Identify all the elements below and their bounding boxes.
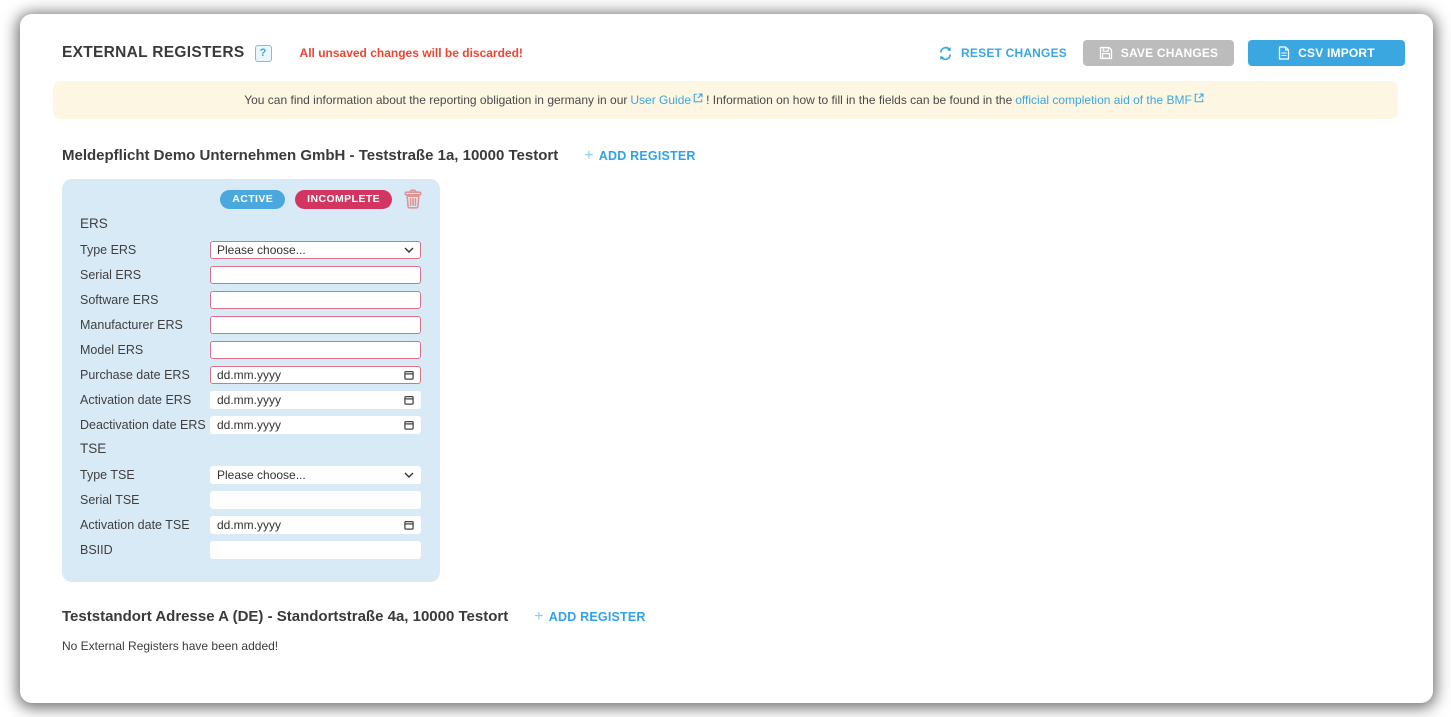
- csv-import-button[interactable]: [1248, 40, 1405, 66]
- purchase-date-ers-label: Purchase date ERS: [80, 368, 190, 382]
- help-icon[interactable]: [255, 45, 272, 62]
- help-glyph: ?: [259, 47, 267, 59]
- type-ers-selected-value: Please choose...: [217, 243, 306, 257]
- calendar-icon: [404, 395, 414, 405]
- serial-ers-label: Serial ERS: [80, 268, 142, 282]
- field-row: [80, 516, 422, 534]
- company-heading: Meldepflicht Demo Unternehmen GmbH - Teststraße 1a, 10000 Testort: [62, 147, 559, 164]
- no-registers-message: No External Registers have been added!: [62, 639, 279, 653]
- ers-group-heading: ERS: [80, 216, 108, 231]
- deactivation-date-ers-label: Deactivation date ERS: [80, 418, 206, 432]
- info-banner: [53, 81, 1398, 119]
- company-section-header: [62, 147, 1433, 164]
- bmf-completion-aid-link[interactable]: [1015, 93, 1204, 107]
- type-ers-label: Type ERS: [80, 243, 137, 257]
- field-row: [80, 241, 422, 259]
- type-tse-select[interactable]: [210, 466, 421, 484]
- field-row: [80, 541, 422, 559]
- purchase-date-ers-input[interactable]: [210, 366, 421, 384]
- activation-date-tse-input[interactable]: [210, 516, 421, 534]
- unsaved-changes-warning: All unsaved changes will be discarded!: [299, 46, 523, 60]
- plus-icon: +: [584, 146, 594, 164]
- register-card: [62, 179, 440, 582]
- field-row: [80, 491, 422, 509]
- page-title: EXTERNAL REGISTERS: [62, 44, 245, 61]
- calendar-icon: [404, 370, 414, 380]
- external-link-icon: [1194, 93, 1204, 103]
- add-register-label: ADD REGISTER: [548, 609, 646, 624]
- field-row: [80, 416, 422, 434]
- reset-changes-button[interactable]: [938, 46, 1067, 61]
- field-row: [80, 291, 422, 309]
- user-guide-link-label: User Guide: [630, 93, 692, 107]
- save-changes-button[interactable]: [1083, 40, 1234, 66]
- software-ers-input[interactable]: [210, 291, 421, 309]
- date-placeholder: dd.mm.yyyy: [217, 518, 282, 532]
- manufacturer-ers-label: Manufacturer ERS: [80, 318, 183, 332]
- external-link-icon: [693, 93, 703, 103]
- bsiid-label: BSIID: [80, 543, 113, 557]
- chevron-down-icon: [404, 472, 414, 478]
- software-ers-label: Software ERS: [80, 293, 159, 307]
- type-tse-selected-value: Please choose...: [217, 468, 306, 482]
- date-placeholder: dd.mm.yyyy: [217, 418, 282, 432]
- activation-date-tse-label: Activation date TSE: [80, 518, 190, 532]
- banner-text-2: ! Information on how to fill in the fields can be found in the: [706, 93, 1013, 107]
- chevron-down-icon: [404, 247, 414, 253]
- save-changes-label: SAVE CHANGES: [1120, 46, 1219, 60]
- activation-date-ers-input[interactable]: [210, 391, 421, 409]
- deactivation-date-ers-input[interactable]: [210, 416, 421, 434]
- field-row: [80, 391, 422, 409]
- add-register-button-company[interactable]: [584, 146, 696, 164]
- add-register-label: ADD REGISTER: [598, 148, 696, 163]
- model-ers-input[interactable]: [210, 341, 421, 359]
- manufacturer-ers-input[interactable]: [210, 316, 421, 334]
- floppy-icon: [1099, 46, 1113, 60]
- document-icon: [1278, 46, 1290, 60]
- calendar-icon: [404, 520, 414, 530]
- tse-group-heading: TSE: [80, 441, 107, 456]
- banner-text-1: You can find information about the reporting obligation in germany in our: [244, 93, 628, 107]
- bmf-link-label: official completion aid of the BMF: [1015, 93, 1192, 107]
- bsiid-input[interactable]: [210, 541, 421, 559]
- serial-ers-input[interactable]: [210, 266, 421, 284]
- user-guide-link[interactable]: [630, 93, 703, 107]
- field-row: [80, 341, 422, 359]
- serial-tse-label: Serial TSE: [80, 493, 140, 507]
- active-badge: ACTIVE: [220, 190, 285, 209]
- refresh-icon: [938, 46, 953, 61]
- plus-icon: +: [534, 607, 544, 625]
- activation-date-ers-label: Activation date ERS: [80, 393, 192, 407]
- trash-icon: [404, 189, 422, 209]
- date-placeholder: dd.mm.yyyy: [217, 368, 282, 382]
- incomplete-badge: INCOMPLETE: [295, 190, 392, 209]
- external-registers-window: [20, 14, 1433, 703]
- field-row: [80, 266, 422, 284]
- add-register-button-location[interactable]: [534, 607, 646, 625]
- header-bar: [20, 14, 1433, 66]
- date-placeholder: dd.mm.yyyy: [217, 393, 282, 407]
- field-row: [80, 366, 422, 384]
- serial-tse-input[interactable]: [210, 491, 421, 509]
- field-row: [80, 316, 422, 334]
- model-ers-label: Model ERS: [80, 343, 144, 357]
- location-section-header: [62, 608, 1433, 625]
- csv-import-label: CSV IMPORT: [1298, 46, 1375, 60]
- delete-register-button[interactable]: [404, 189, 422, 209]
- reset-changes-label: RESET CHANGES: [961, 46, 1067, 60]
- calendar-icon: [404, 420, 414, 430]
- location-heading: Teststandort Adresse A (DE) - Standortstraße 4a, 10000 Testort: [62, 608, 509, 625]
- type-tse-label: Type TSE: [80, 468, 135, 482]
- field-row: [80, 466, 422, 484]
- type-ers-select[interactable]: [210, 241, 421, 259]
